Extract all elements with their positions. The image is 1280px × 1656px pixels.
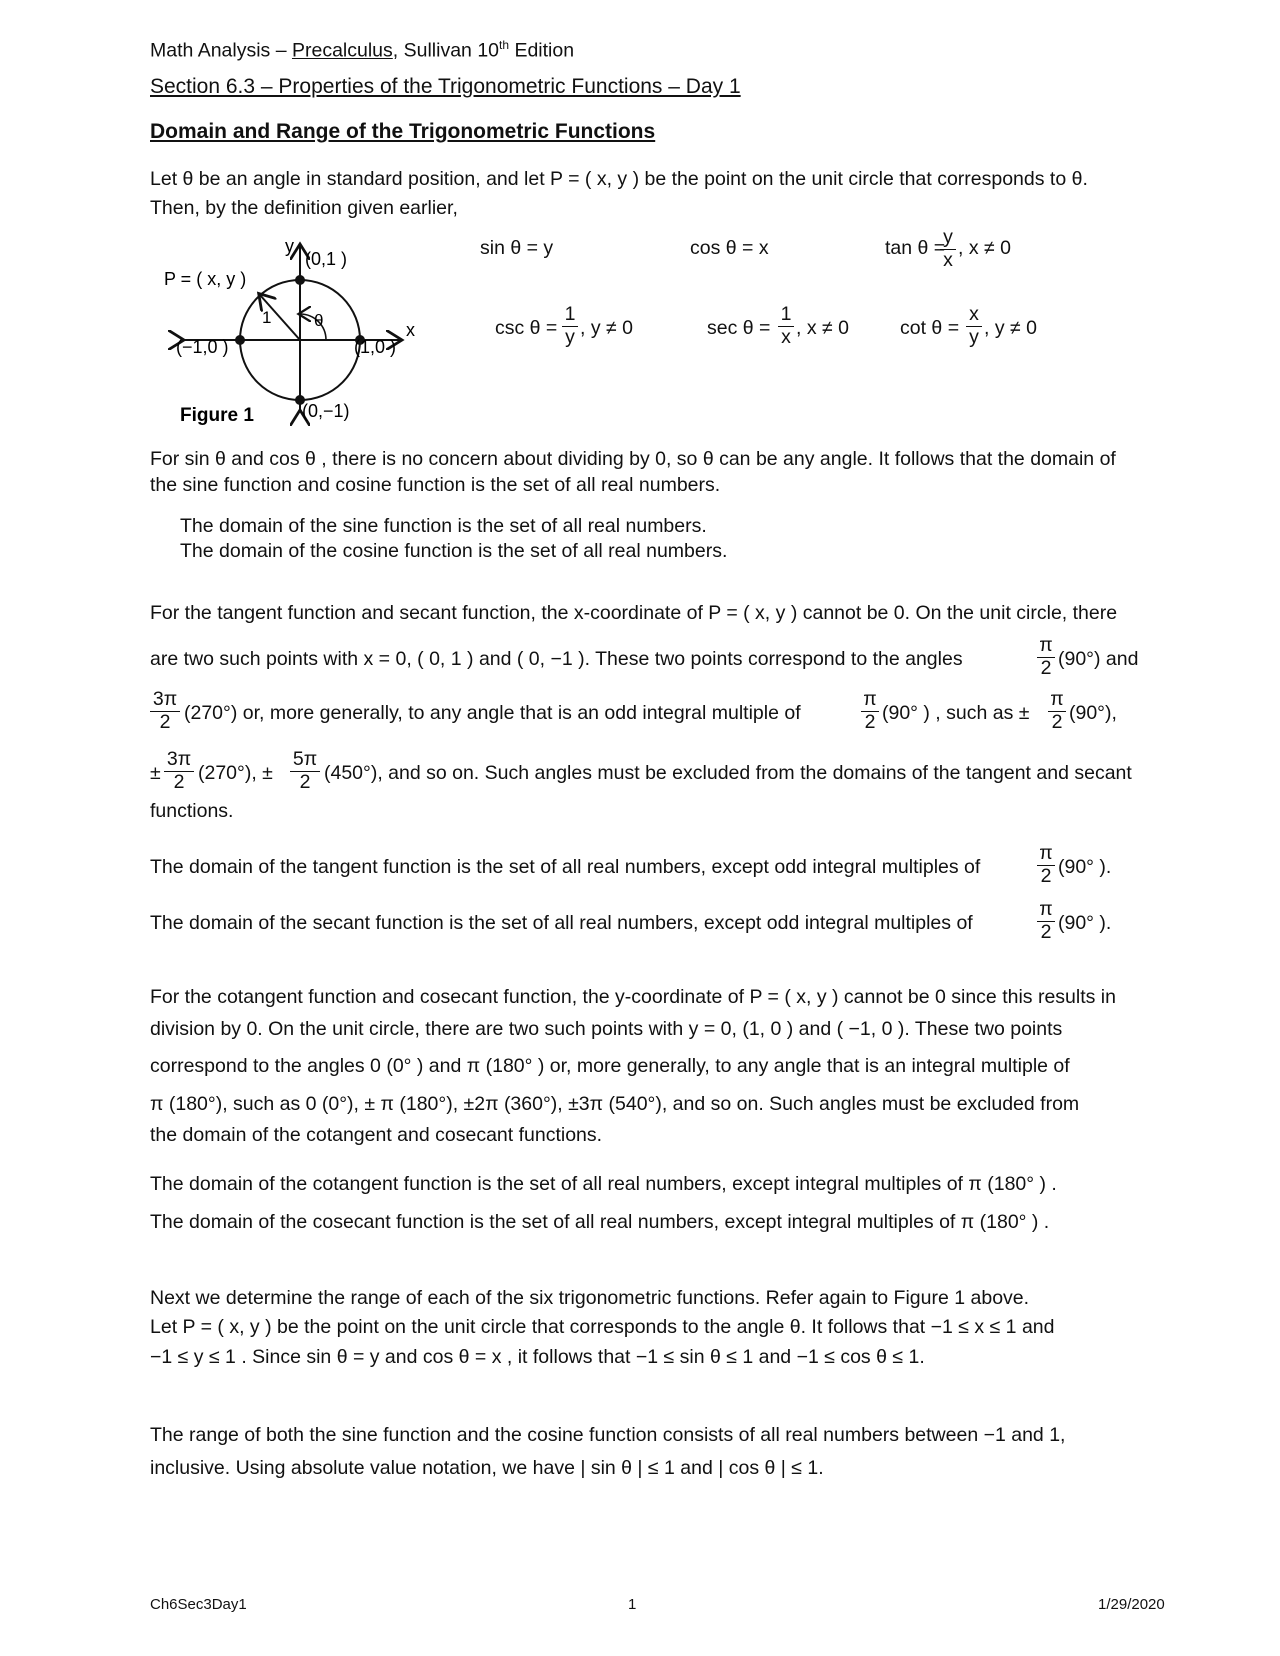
def-csc-fraction xyxy=(562,305,578,347)
book-title: Precalculus xyxy=(291,39,393,62)
range-summary-1: The range of both the sine function and the cosine function consists of all real numbers between −1 and 1, xyxy=(150,1424,1066,1446)
frac-pi-over-2-b xyxy=(861,690,879,732)
numerator: π xyxy=(1037,844,1055,866)
def-tan-fraction xyxy=(940,228,956,270)
tansec-line-3c: (90°), xyxy=(1069,702,1117,724)
denominator: 2 xyxy=(299,770,311,793)
tansec-line-4a: ± xyxy=(150,762,161,784)
numerator: π xyxy=(861,690,879,712)
course-header xyxy=(150,38,574,63)
cotcsc-line-4: π (180°), such as 0 (0°), ± π (180°), ±2π (360°), ±3π (540°), and so on. Such angles must be excluded from xyxy=(150,1093,1080,1115)
frac-3pi-over-2-b xyxy=(164,750,194,792)
numerator: π xyxy=(1037,636,1055,658)
def-sec-lhs: sec θ = xyxy=(707,317,771,339)
domain-secant: The domain of the secant function is the set of all real numbers, except odd integral multiples of xyxy=(150,912,973,934)
frac-pi-over-2-e xyxy=(1037,900,1055,942)
cotcsc-line-5: the domain of the cotangent and cosecant functions. xyxy=(150,1124,603,1146)
domain-secant-end: (90° ). xyxy=(1058,912,1112,934)
numerator: π xyxy=(1037,900,1055,922)
domain-cotangent: The domain of the cotangent function is the set of all real numbers, except integral multiples of π (180° ) . xyxy=(150,1173,1057,1195)
domain-cosine: The domain of the cosine function is the set of all real numbers. xyxy=(180,540,728,562)
def-sec-fraction xyxy=(778,305,794,347)
denominator: 2 xyxy=(1040,656,1052,679)
point-left xyxy=(235,335,245,345)
range-line-3: −1 ≤ y ≤ 1 . Since sin θ = y and cos θ = x , it follows that −1 ≤ sin θ ≤ 1 and −1 ≤ cos θ ≤ 1. xyxy=(150,1346,925,1368)
author: , Sullivan 10 xyxy=(392,39,500,62)
frac-pi-over-2-d xyxy=(1037,844,1055,886)
frac-5pi-over-2 xyxy=(290,750,320,792)
csc-denominator: y xyxy=(565,325,575,348)
numerator: 3π xyxy=(150,690,180,712)
tan-denominator: x xyxy=(943,248,953,271)
def-cot-lhs: cot θ = xyxy=(900,317,960,339)
footer-page-number: 1 xyxy=(628,1596,637,1613)
range-line-2: Let P = ( x, y ) be the point on the unit circle that corresponds to the angle θ. It follows that −1 ≤ x ≤ 1 and xyxy=(150,1316,1055,1338)
domain-sine: The domain of the sine function is the set of all real numbers. xyxy=(180,515,707,537)
cot-numerator: x xyxy=(966,305,982,327)
def-cot-cond: , y ≠ 0 xyxy=(984,317,1037,339)
sec-denominator: x xyxy=(781,325,791,348)
edition-sup: th xyxy=(499,38,510,52)
denominator: 2 xyxy=(173,770,185,793)
course-name: Math Analysis – xyxy=(150,39,292,62)
unit-circle-figure xyxy=(150,240,450,440)
point-top xyxy=(295,275,305,285)
p-label: P = ( x, y ) xyxy=(164,269,247,289)
def-sin: sin θ = y xyxy=(480,237,554,259)
right-point-label: (1,0 ) xyxy=(354,337,397,357)
def-tan-cond: , x ≠ 0 xyxy=(958,237,1011,259)
section-title: Section 6.3 – Properties of the Trigonometric Functions – Day 1 xyxy=(150,75,741,98)
footer-left: Ch6Sec3Day1 xyxy=(150,1596,247,1613)
footer-date: 1/29/2020 xyxy=(1098,1596,1165,1613)
cot-denominator: y xyxy=(969,325,979,348)
numerator: 3π xyxy=(164,750,194,772)
def-csc-lhs: csc θ = xyxy=(495,317,558,339)
left-point-label: (−1,0 ) xyxy=(176,337,229,357)
tansec-line-3a: (270°) or, more generally, to any angle that is an odd integral multiple of xyxy=(184,702,801,724)
csc-numerator: 1 xyxy=(562,305,578,327)
tansec-line-2a: are two such points with x = 0, ( 0, 1 ) and ( 0, −1 ). These two points correspond to the angles xyxy=(150,648,963,670)
denominator: 2 xyxy=(864,710,876,733)
sincos-line-2: the sine function and cosine function is the set of all real numbers. xyxy=(150,474,721,496)
intro-line-1: Let θ be an angle in standard position, and let P = ( x, y ) be the point on the unit circle that corresponds to θ. xyxy=(150,168,1088,190)
tansec-line-4c: (450°), and so on. Such angles must be excluded from the domains of the tangent and secant xyxy=(324,762,1132,784)
intro-line-2: Then, by the definition given earlier, xyxy=(150,197,458,219)
denominator: 2 xyxy=(1040,864,1052,887)
bottom-point-label: (0,−1) xyxy=(302,401,350,421)
def-cos: cos θ = x xyxy=(690,237,769,259)
frac-3pi-over-2-a xyxy=(150,690,180,732)
cotcsc-line-1: For the cotangent function and cosecant function, the y-coordinate of P = ( x, y ) cannot be 0 since this results in xyxy=(150,986,1116,1008)
frac-pi-over-2-a xyxy=(1037,636,1055,678)
tansec-line-1: For the tangent function and secant function, the x-coordinate of P = ( x, y ) cannot be 0. On the unit circle, there xyxy=(150,602,1118,624)
numerator: π xyxy=(1048,690,1066,712)
def-csc-cond: , y ≠ 0 xyxy=(580,317,633,339)
tansec-line-3b: (90° ) , such as ± xyxy=(882,702,1030,724)
sec-numerator: 1 xyxy=(778,305,794,327)
def-tan-lhs: tan θ = xyxy=(885,237,946,259)
top-point-label: (0,1 ) xyxy=(305,249,348,269)
tansec-line-4b: (270°), ± xyxy=(198,762,273,784)
def-cot-fraction xyxy=(966,305,982,347)
y-axis-label: y xyxy=(285,240,294,256)
domain-tangent: The domain of the tangent function is the set of all real numbers, except odd integral multiples of xyxy=(150,856,981,878)
sincos-line-1: For sin θ and cos θ , there is no concern about dividing by 0, so θ can be any angle. It follows that the domain of xyxy=(150,448,1116,470)
edition-label: Edition xyxy=(509,39,575,62)
range-summary-2: inclusive. Using absolute value notation, we have | sin θ | ≤ 1 and | cos θ | ≤ 1. xyxy=(150,1457,824,1479)
theta-label: θ xyxy=(314,311,324,330)
numerator: 5π xyxy=(290,750,320,772)
domain-tangent-end: (90° ). xyxy=(1058,856,1112,878)
denominator: 2 xyxy=(1051,710,1063,733)
cotcsc-line-3: correspond to the angles 0 (0° ) and π (180° ) or, more generally, to any angle that is an integral multiple of xyxy=(150,1055,1070,1077)
denominator: 2 xyxy=(159,710,171,733)
tansec-line-5: functions. xyxy=(150,800,234,822)
tansec-line-2b: (90°) and xyxy=(1058,648,1139,670)
def-sec-cond: , x ≠ 0 xyxy=(796,317,849,339)
domain-cosecant: The domain of the cosecant function is the set of all real numbers, except integral multiples of π (180° ) . xyxy=(150,1211,1050,1233)
cotcsc-line-2: division by 0. On the unit circle, there are two such points with y = 0, (1, 0 ) and ( −1, 0 ). These two points xyxy=(150,1018,1063,1040)
figure-caption: Figure 1 xyxy=(180,405,254,426)
denominator: 2 xyxy=(1040,920,1052,943)
radius-label: 1 xyxy=(262,308,272,327)
tan-numerator: y xyxy=(940,228,956,250)
x-axis-label: x xyxy=(406,320,415,340)
page-heading: Domain and Range of the Trigonometric Functions xyxy=(150,120,656,143)
frac-pi-over-2-c xyxy=(1048,690,1066,732)
range-line-1: Next we determine the range of each of the six trigonometric functions. Refer again to Figure 1 above. xyxy=(150,1287,1030,1309)
